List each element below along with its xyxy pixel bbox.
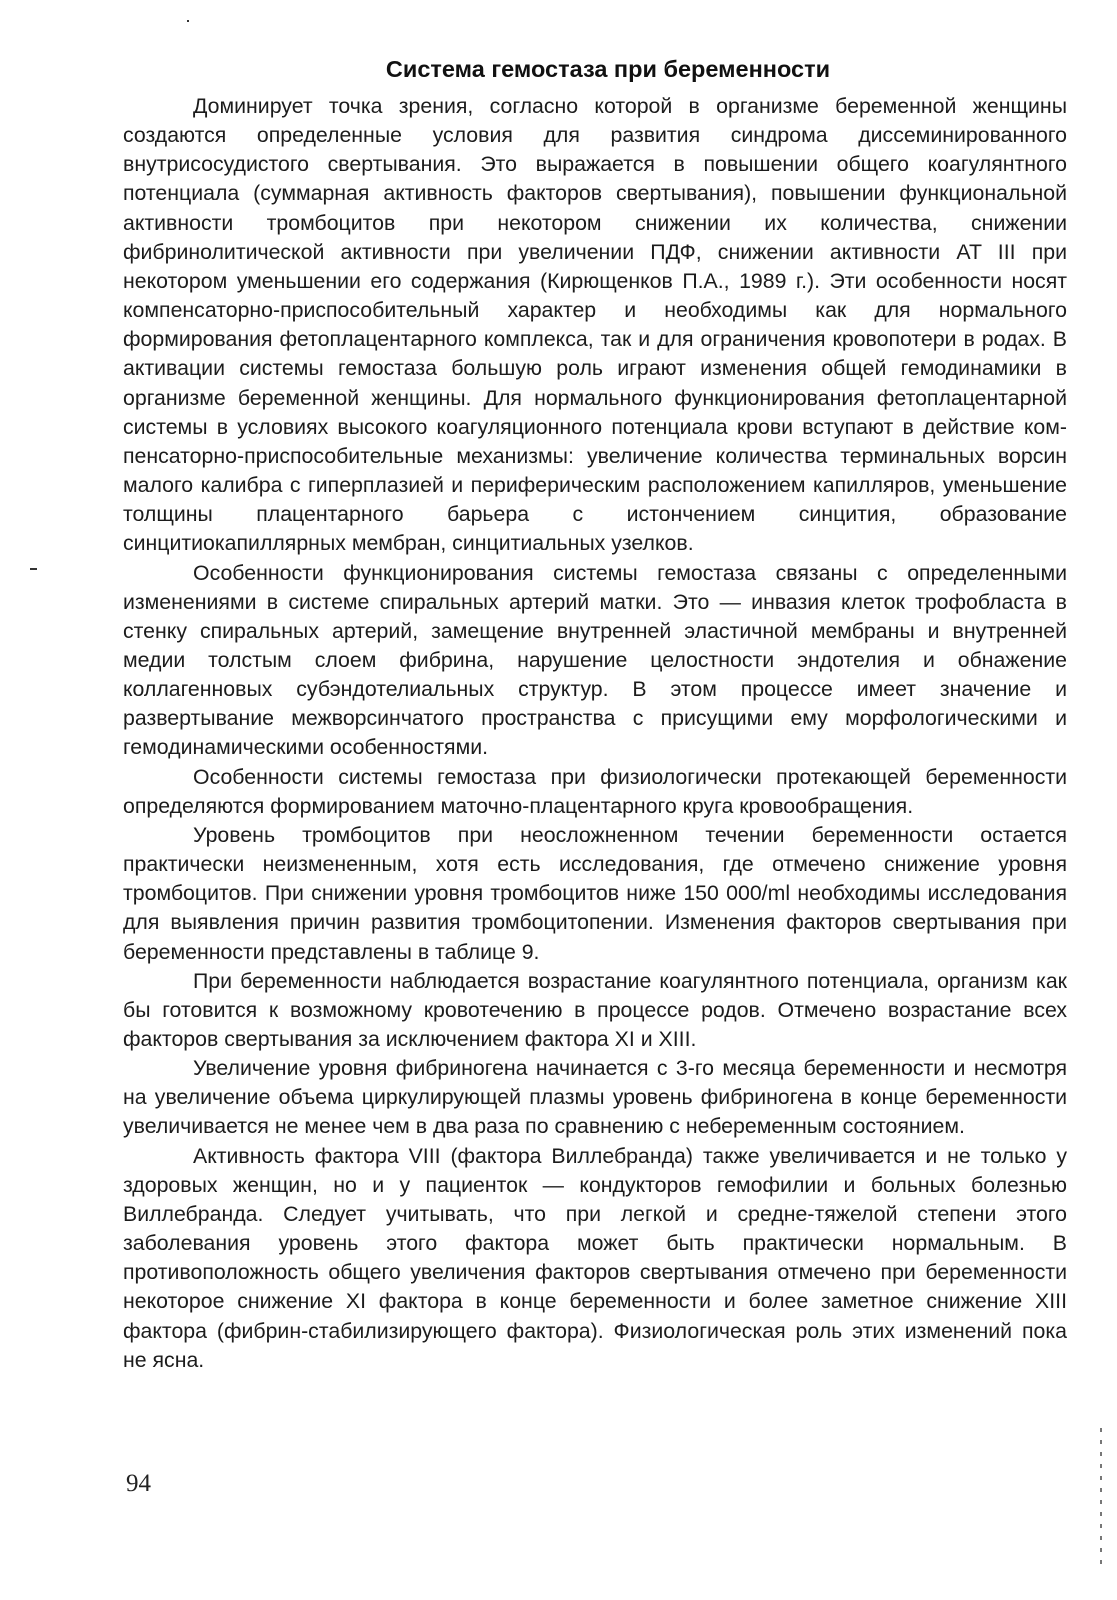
scan-speck-top [187,20,189,22]
page-content [123,52,1067,1375]
page-title: Система гемостаза при беременности [385,56,831,82]
paragraph-5: При беременности наблюдается возрастание коагулянтного потенциала, организм как бы готовится к возможному кровотечению в процессе родов. Отмечено возрастание всех факторов свертывания за исключением фактора XI и XIII. [123,968,1067,1051]
page-number: 94 [126,1470,151,1497]
paragraph-6: Увеличение уровня фибриногена начинается с 3-го месяца беременности и несмотря на увеличение объема циркулирующей плазмы уровень фибриногена в конце беременности увеличивается не менее чем в два раза по сравнению с небеременным состоянием. [123,1056,1067,1139]
scan-speck-left [30,568,37,570]
paragraph-4: Уровень тромбоцитов при неосложненном течении беременности остается практически неизмененным, хотя есть исследования, где отмечено снижение уровня тромбоцитов. При снижении уровня тромбоцитов ниже 150 000/ml необходимы исследования для выявления причин развития тромбоцитопении. Изменения факторов свертывания при беременности представлены в таблице 9. [123,822,1067,964]
paragraph-7: Активность фактора VIII (фактора Виллебранда) также увеличивается и не только у здоровых женщин, но и у пациенток — кондукторов гемофилии и больных болезнью Виллебранда. Следует учитывать, что при легкой и средне-тяжелой степени этого заболевания уровень этого фактора может быть практически нормальным. В противоположность общего увеличения факторов свертывания отмечено при беременности некоторое снижение XI фактора в конце беременности и более заметное снижение XIII фактора (фибрин-стабилизирующего фактора). Физиологическая роль этих изменений пока не ясна. [123,1143,1067,1372]
paragraph-1: Доминирует точка зрения, согласно которой в организме беременной женщины создаются определенные условия для развития синдрома диссеминированного внутрисосудистого свертывания. Это выражается в повышении общего коагулянтного потенциала (суммарная активность факторов свертывания), повышении функциональной активности тромбоцитов при некотором снижении их количества, снижении фибринолитической активности при увеличении ПДФ, снижении активности AT III при некотором уменьшении его содержания (Кирющенков П.А., 1989 г.). Эти особенности носят компенсаторно-приспособительный характер и необходимы как для нормального формирования фетоплацентарного комплекса, так и для ограничения кровопотери в родах. В активации системы гемостаза большую роль играют изменения общей гемодинамики в организме беременной женщины. Для нормального функционирования фетоплацентарной системы в условиях высокого коагуляционного потенциала крови вступают в действие компенсаторно-приспособительные механизмы: увеличение количества терминальных ворсин малого калибра с гиперплазией и периферическим расположением капилляров, уменьшение толщины плацентарного барьера с истончением синцития, образование синцитиокапиллярных мембран, синцитиальных узелков. [123,94,1067,556]
paragraph-3: Особенности системы гемостаза при физиологически протекающей беременности определяются формированием маточно-плацентарного круга кровообращения. [123,764,1067,818]
paragraph-2: Особенности функционирования системы гемостаза связаны с определенными изменениями в системе спиральных артерий матки. Это — инвазия клеток трофобласта в стенку спиральных артерий, замещение внутренней эластичной мембраны и внутренней медии толстым слоем фибрина, нарушение целостности эндотелия и обнажение коллагенновых субэндотелиальных структур. В этом процессе имеет значение и развертывание межворсинчатого пространства с присущими ему морфологическими и гемодинамическими особенностями. [123,560,1067,760]
scan-edge-marks [1098,1428,1104,1580]
